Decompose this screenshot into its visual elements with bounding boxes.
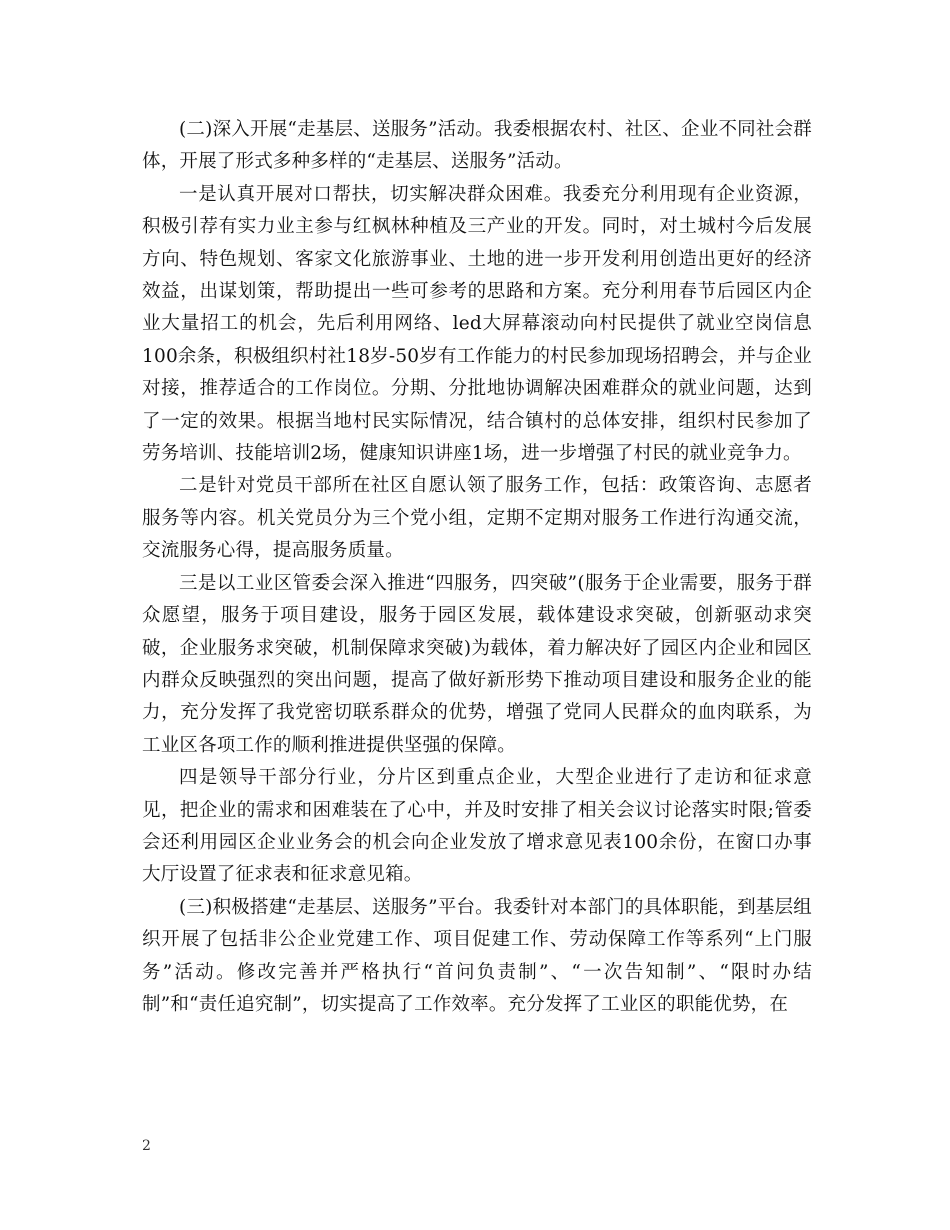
paragraph-item-one: 一是认真开展对口帮扶，切实解决群众困难。我委充分利用现有企业资源，积极引荐有实力业主参与红枫林种植及三产业的开发。同时，对土城村今后发展方向、特色规划、客家文化旅游事业、土地的进一步开发利用创造出更好的经济效益，出谋划策，帮助提出一些可参考的思路和方案。充分利用春节后园区内企业大量招工的机会，先后利用网络、led大屏幕滚动向村民提供了就业空岗信息100余条，积极组织村社18岁-50岁有工作能力的村民参加现场招聘会，并与企业对接，推荐适合的工作岗位。分期、分批地协调解决困难群众的就业问题，达到了一定的效果。根据当地村民实际情况，结合镇村的总体安排，组织村民参加了劳务培训、技能培训2场，健康知识讲座1场，进一步增强了村民的就业竞争力。 [142, 183, 812, 465]
paragraph-section-two-heading: (二)深入开展“走基层、送服务”活动。我委根据农村、社区、企业不同社会群体，开展了形式多种多样的“走基层、送服务”活动。 [142, 119, 812, 173]
paragraph-item-four: 四是领导干部分行业，分片区到重点企业，大型企业进行了走访和征求意见，把企业的需求和困难装在了心中，并及时安排了相关会议讨论落实时限;管委会还利用园区企业业务会的机会向企业发放了增求意见表100余份，在窗口办事大厅设置了征求表和征求意见箱。 [142, 767, 812, 886]
paragraph-item-two: 二是针对党员干部所在社区自愿认领了服务工作，包括：政策咨询、志愿者服务等内容。机关党员分为三个党小组，定期不定期对服务工作进行沟通交流，交流服务心得，提高服务质量。 [142, 475, 812, 562]
page-number: 2 [142, 1138, 151, 1154]
paragraph-section-three-heading: (三)积极搭建“走基层、送服务”平台。我委针对本部门的具体职能，到基层组织开展了包括非公企业党建工作、项目促建工作、劳动保障工作等系列“上门服务”活动。修改完善并严格执行“首问负责制”、“一次告知制”、“限时办结制”和“责任追究制”，切实提高了工作效率。充分发挥了工业区的职能优势，在 [142, 896, 812, 1015]
paragraph-item-three: 三是以工业区管委会深入推进“四服务，四突破”(服务于企业需要，服务于群众愿望，服务于项目建设，服务于园区发展，载体建设求突破，创新驱动求突破，企业服务求突破，机制保障求突破)为载体，着力解决好了园区内企业和园区内群众反映强烈的突出问题，提高了做好新形势下推动项目建设和服务企业的能力，充分发挥了我党密切联系群众的优势，增强了党同人民群众的血肉联系，为工业区各项工作的顺利推进提供坚强的保障。 [142, 572, 812, 756]
document-body [142, 114, 812, 1021]
